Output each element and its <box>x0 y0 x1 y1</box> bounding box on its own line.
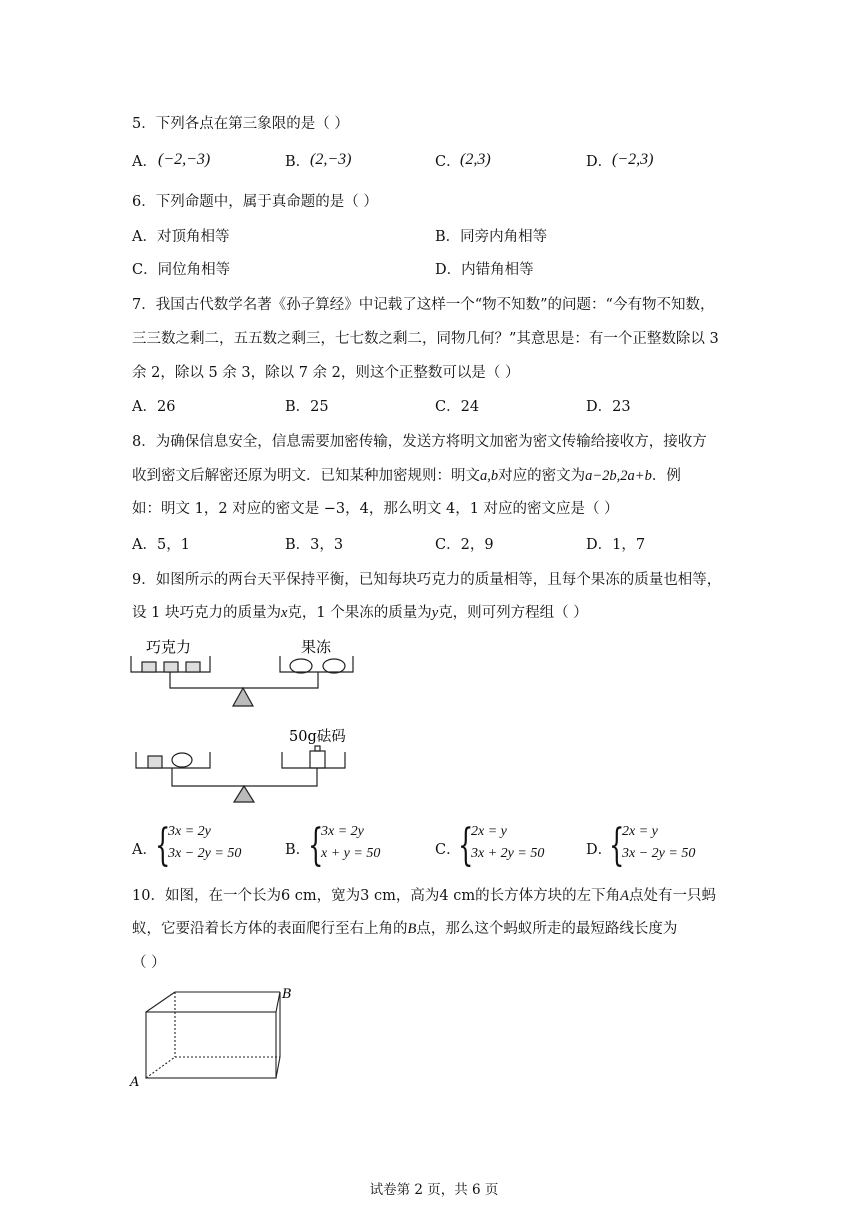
q9-option-b-eq2: x + y = 50 <box>321 846 381 861</box>
q6-option-c: C．同位角相等 <box>132 262 231 278</box>
cuboid-figure <box>125 980 300 1090</box>
q5-option-b-label: B． <box>285 154 311 170</box>
q9-option-b-label: B． <box>285 842 311 858</box>
q8-option-d: D．1，7 <box>586 537 646 553</box>
q9-option-c-label: C． <box>435 842 461 858</box>
q7-line-3: 余 2，除以 5 余 3，除以 7 余 2，则这个正整数可以是（ ） <box>132 365 520 381</box>
q5-option-d-label: D． <box>586 154 613 170</box>
q5-option-c-value: (2,3) <box>460 151 491 168</box>
brace-icon: { <box>155 820 171 871</box>
q6-option-b: B．同旁内角相等 <box>435 229 548 245</box>
q5-stem: 5．下列各点在第三象限的是（ ） <box>132 116 349 132</box>
q8-line-2-text: 收到密文后解密还原为明文．已知某种加密规则：明文 <box>132 468 480 484</box>
q10-point-a: A <box>620 888 629 904</box>
page-footer: 试卷第 2 页，共 6 页 <box>369 1182 499 1198</box>
jelly <box>323 659 345 673</box>
q9-option-c-eq2: 3x + 2y = 50 <box>471 846 545 861</box>
q7-option-c: C．24 <box>435 399 480 415</box>
q8-option-c: C．2，9 <box>435 537 494 553</box>
q8-cipher-formula: a−2b,2a+b <box>585 468 652 484</box>
chocolate-block <box>164 662 178 672</box>
q8-line-3: 如：明文 1，2 对应的密文是 −3，4，那么明文 4，1 对应的密文应是（ ） <box>132 501 619 517</box>
chocolate-block <box>186 662 200 672</box>
q8-line-2-mid: 对应的密文为 <box>498 468 586 484</box>
q9-line-2-c: 克，则可列方程组（ ） <box>438 605 588 621</box>
top-fulcrum <box>233 688 253 706</box>
cuboid-hidden-edge <box>146 1057 175 1078</box>
bottom-fulcrum <box>234 786 254 802</box>
q10-line-2 <box>132 919 677 939</box>
bottom-right-pan <box>282 752 345 768</box>
label-chocolate: 巧克力 <box>146 638 192 656</box>
q7-line-2: 三三数之剩二，五五数之剩三，七七数之剩二，同物几何？”其意思是：有一个正整数除以 3 <box>132 331 719 347</box>
q10-point-b: B <box>407 921 417 937</box>
q9-line-2-a: 设 1 块巧克力的质量为 <box>132 605 281 621</box>
label-jelly: 果冻 <box>301 638 332 656</box>
q9-option-a-label: A． <box>132 842 157 858</box>
brace-icon: { <box>458 820 474 871</box>
cuboid-front-face <box>146 1012 276 1078</box>
q6-stem: 6．下列命题中，属于真命题的是（ ） <box>132 194 378 210</box>
q10-text-3: ，高为 <box>395 888 440 904</box>
q5-option-b-value: (2,−3) <box>310 151 352 168</box>
q7-line-1: 7．我国古代数学名著《孙子算经》中记载了这样一个“物不知数”的问题：“今有物不知数， <box>132 297 715 313</box>
label-weight: 50g砝码 <box>289 729 346 745</box>
q10-height: 4 cm <box>439 888 476 904</box>
q9-line-1: 9．如图所示的两台天平保持平衡，已知每块巧克力的质量相等，且每个果冻的质量也相等， <box>132 572 722 588</box>
q10-length: 6 cm <box>280 888 317 904</box>
q8-line-1: 8．为确保信息安全，信息需要加密传输，发送方将明文加密为密文传输给接收方，接收方 <box>132 434 707 450</box>
cuboid-edge <box>146 992 175 1012</box>
brace-icon: { <box>609 820 625 871</box>
q10-text-5: 点处有一只蚂 <box>628 888 716 904</box>
q7-option-a: A．26 <box>132 399 176 415</box>
q9-option-a-eq1: 3x = 2y <box>168 824 211 839</box>
q5-option-a-label: A． <box>132 154 157 170</box>
q9-var-x: x <box>280 605 288 621</box>
q9-option-d-label: D． <box>586 842 613 858</box>
q9-option-c-eq1: 2x = y <box>471 824 507 839</box>
q10-text-1: 10．如图，在一个长为 <box>132 888 281 904</box>
q10-line-1 <box>132 886 716 906</box>
balance-figure <box>120 630 370 805</box>
cuboid-edge <box>276 992 280 1012</box>
brace-icon: { <box>308 820 324 871</box>
q9-option-d-eq1: 2x = y <box>622 824 658 839</box>
q9-option-a-eq2: 3x − 2y = 50 <box>168 846 242 861</box>
q6-option-d: D．内错角相等 <box>435 262 534 278</box>
q9-option-b-eq1: 3x = 2y <box>321 824 364 839</box>
weight-50g <box>310 751 325 768</box>
weight-50g-handle <box>315 746 320 751</box>
chocolate-block <box>142 662 156 672</box>
q10-width: 3 cm <box>360 888 396 904</box>
q10-text-2: ，宽为 <box>316 888 361 904</box>
q8-line-2 <box>132 466 681 486</box>
q9-line-2-b: 克，1 个果冻的质量为 <box>287 605 432 621</box>
q9-var-y: y <box>431 605 439 621</box>
q7-option-b: B．25 <box>285 399 329 415</box>
label-point-b: B <box>282 987 292 1002</box>
q7-option-d: D．23 <box>586 399 631 415</box>
q9-option-d-eq2: 3x − 2y = 50 <box>622 846 696 861</box>
q8-option-a: A．5，1 <box>132 537 190 553</box>
bottom-beam <box>172 768 317 786</box>
q5-option-d-value: (−2,3) <box>612 151 654 168</box>
jelly <box>290 659 312 673</box>
q8-line-2-end: ．例 <box>651 468 681 484</box>
q10-text-4: 的长方体方块的左下角 <box>475 888 621 904</box>
chocolate-block <box>148 756 162 768</box>
q9-line-2 <box>132 603 588 623</box>
q5-option-a-value: (−2,−3) <box>158 151 211 168</box>
q5-option-c-label: C． <box>435 154 461 170</box>
q6-option-a: A．对顶角相等 <box>132 229 230 245</box>
bottom-left-pan <box>136 752 210 768</box>
q8-option-b: B．3，3 <box>285 537 344 553</box>
q10-text-7: 点，那么这个蚂蚁所走的最短路线长度为 <box>416 921 678 937</box>
q10-line-3: （ ） <box>132 955 166 971</box>
cuboid-edge <box>276 1057 280 1078</box>
jelly <box>172 753 192 767</box>
top-beam <box>170 672 318 688</box>
label-point-a: A <box>130 1075 140 1090</box>
q10-text-6: 蚁，它要沿着长方体的表面爬行至右上角的 <box>132 921 408 937</box>
q8-plaintext-vars: a,b <box>480 468 499 484</box>
